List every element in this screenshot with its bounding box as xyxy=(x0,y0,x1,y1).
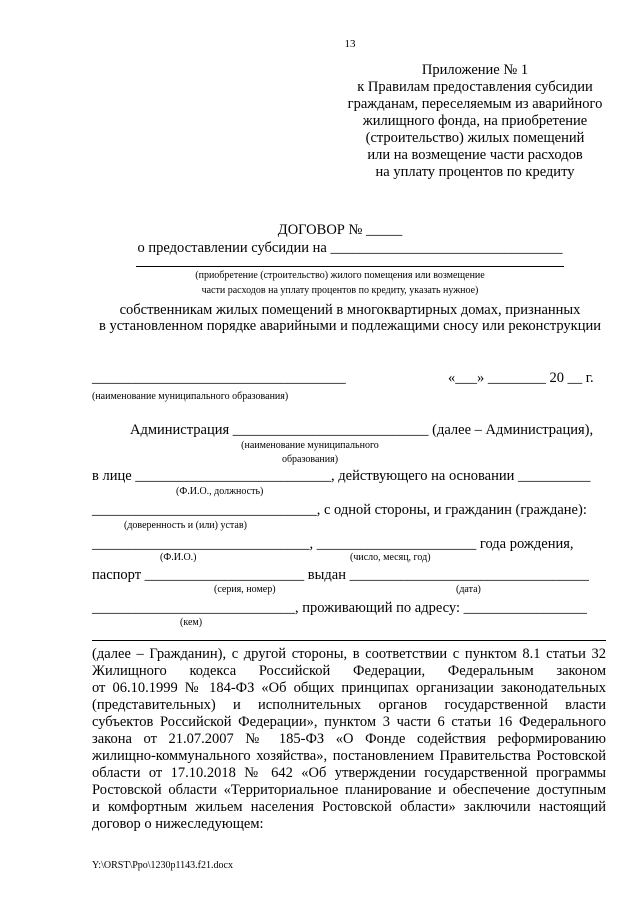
issued-line: ____________________________, проживающий по адресу: _________________ xyxy=(92,600,587,616)
owners-line: в установленном порядке аварийными и подлежащими сносу или реконструкции xyxy=(98,318,601,334)
basis-line: _______________________________, с одной стороны, и гражданин (граждане): xyxy=(92,502,587,518)
appendix-line: к Правилам предоставления субсидии xyxy=(357,79,593,95)
appendix-line: (строительство) жилых помещений xyxy=(365,130,585,146)
hint-admin: образования) xyxy=(281,454,339,465)
appendix-line: жилищного фонда, на приобретение xyxy=(362,113,588,129)
hint-date: (дата) xyxy=(456,584,481,595)
footer-file-path: Y:\ORST\Ppo\1230p1143.f21.docx xyxy=(92,860,233,871)
hint-fio-position: (Ф.И.О., должность) xyxy=(176,486,264,497)
appendix-line: или на возмещение части расходов xyxy=(367,147,583,163)
appendix-line: на уплату процентов по кредиту xyxy=(375,164,575,180)
date-field: «___» ________ 20 __ г. xyxy=(448,370,594,386)
body-line: (далее – Гражданин), с другой стороны, в соответствии с пунктом 8.1 статьи 32 xyxy=(92,646,606,662)
hint-purpose: (приобретение (строительство) жилого помещения или возмещение xyxy=(195,270,485,281)
body-line: жилищно-коммунального хозяйства», постановлением Правительства Ростовской xyxy=(92,748,606,764)
owners-line: собственникам жилых помещений в многоквартирных домах, признанных xyxy=(119,302,581,318)
body-line: субъектов Российской Федерации», пунктом 3 части 6 статьи 16 Федерального xyxy=(92,714,606,730)
hint-purpose: части расходов на уплату процентов по кредиту, указать нужное) xyxy=(201,285,479,296)
body-line-last: договор о нижеследующем: xyxy=(92,816,264,832)
hint-municipality: (наименование муниципального образования) xyxy=(92,391,289,402)
body-line: Ростовской области «Территориальное планирование и обеспечение доступным xyxy=(92,782,606,798)
body-line: от 06.10.1999 № 184-ФЗ «Об общих принципах организации законодательных xyxy=(92,680,606,696)
hint-admin: (наименование муниципального xyxy=(241,440,379,451)
person-line: в лице ___________________________, действующего на основании __________ xyxy=(92,468,591,484)
body-line: (представительных) и исполнительных органов государственной власти xyxy=(92,697,606,713)
hint-fio: (Ф.И.О.) xyxy=(160,552,197,563)
admin-line: Администрация ___________________________ (далее – Администрация), xyxy=(130,422,594,438)
purpose-rule xyxy=(136,266,564,267)
hint-birth: (число, месяц, год) xyxy=(350,552,431,563)
appendix-line: Приложение № 1 xyxy=(421,62,529,78)
body-line: закона от 21.07.2007 № 185-ФЗ «О Фонде содействия реформированию xyxy=(92,731,606,747)
hint-series: (серия, номер) xyxy=(214,584,276,595)
contract-subtitle: о предоставлении субсидии на ________________________________ xyxy=(137,240,563,256)
appendix-line: гражданам, переселяемым из аварийного xyxy=(347,96,603,112)
citizen-line: ______________________________, ______________________ года рождения, xyxy=(92,536,574,552)
body-line: и комфортным жильем населения Ростовской области» заключили настоящий xyxy=(92,799,606,815)
passport-line: паспорт ______________________ выдан _________________________________ xyxy=(92,567,589,583)
body-line: Жилищного кодекса Российской Федерации, Федеральным законом xyxy=(92,663,606,679)
body-line: области от 17.10.2018 № 642 «Об утверждении государственной программы xyxy=(92,765,606,781)
contract-title: ДОГОВОР № _____ xyxy=(277,222,403,238)
address-rule xyxy=(92,640,606,641)
appendix-block xyxy=(330,62,620,181)
page-number: 13 xyxy=(344,38,356,50)
hint-by: (кем) xyxy=(180,617,203,628)
hint-power: (доверенность и (или) устав) xyxy=(124,520,247,531)
body-paragraph xyxy=(92,646,606,833)
municipality-field: ___________________________________ xyxy=(92,370,346,386)
